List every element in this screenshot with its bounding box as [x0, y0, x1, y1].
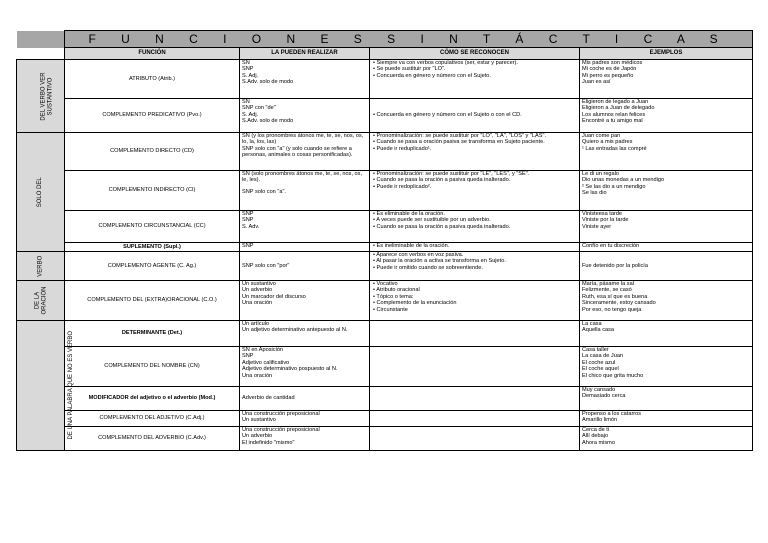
syntax-table-page — [16, 30, 752, 451]
table-row — [17, 171, 753, 211]
table-row — [17, 252, 753, 281]
cell-reconocen — [370, 347, 580, 387]
cell-realizan: SN en Aposición SNP Adjetivo calificativo Adjetivo determinativo pospuesto al N. Una oración — [240, 347, 370, 387]
table-row — [17, 60, 753, 99]
cell-funcion: COMPLEMENTO DEL ADVERBIO (C.Adv.) — [65, 427, 240, 451]
cell-realizan: SN SNP con "de" S. Adj. S.Adv. solo de modo — [240, 99, 370, 133]
table-row — [17, 211, 753, 243]
table-row — [17, 133, 753, 171]
cell-ejemplos: María, pásame la sal Felizmente, se casó Ruth, esa sí que es buena Sinceramente, estoy cansado Por eso, no tengo queja — [580, 281, 753, 321]
header-corner — [17, 48, 65, 60]
cell-ejemplos: La casa Aquella casa — [580, 321, 753, 347]
cell-realizan: SN (y los pronombres átonos me, te, se, nos, os, lo, la, los, las) SNP solo con "a" (y solo cuando se refiere a personas, animales o cosas personificadas). — [240, 133, 370, 171]
header-row — [17, 48, 753, 60]
group-label-palabra-no-verbo: DE UNA PALABRA QUE NO ES VERBO — [17, 321, 65, 451]
cell-funcion: ATRIBUTO (Atrib.) — [65, 60, 240, 99]
cell-ejemplos: Le di un regalo Dio unas monedas a un mendigo ² Se las dio a un mendigo Se las dio — [580, 171, 753, 211]
cell-realizan: Un sustantivo Un adverbio Un marcador del discurso Una oración — [240, 281, 370, 321]
cell-funcion: COMPLEMENTO DEL (EXTRA)ORACIONAL (C.O.) — [65, 281, 240, 321]
cell-realizan: Una construcción preposicional Un sustantivo — [240, 411, 370, 427]
group-label-oracion: DE LA ORACIÓN — [17, 281, 65, 321]
table-row — [17, 243, 753, 252]
table-row — [17, 411, 753, 427]
cell-reconocen: • Concuerda en género y número con el Sujeto o con el CD. — [370, 99, 580, 133]
header-reconocen: CÓMO SE RECONOCEN — [370, 48, 580, 60]
table-row — [17, 321, 753, 347]
cell-funcion: DETERMINANTE (Det.) — [65, 321, 240, 347]
cell-reconocen: • Es ineliminable de la oración. — [370, 243, 580, 252]
cell-funcion: COMPLEMENTO AGENTE (C. Ag.) — [65, 252, 240, 281]
group-label-verbo-sustantivo: DEL VERBO VER SUSTANTIVO — [17, 60, 65, 133]
cell-ejemplos: Fue detenido por la policía — [580, 252, 753, 281]
table-row — [17, 99, 753, 133]
group-label-solo-del: SOLO DEL — [17, 133, 65, 252]
cell-ejemplos: Muy cansado Demasiado cerca — [580, 387, 753, 411]
cell-reconocen — [370, 427, 580, 451]
cell-realizan: Adverbio de cantidad — [240, 387, 370, 411]
syntax-functions-table — [16, 30, 753, 451]
cell-funcion: COMPLEMENTO DEL NOMBRE (CN) — [65, 347, 240, 387]
cell-ejemplos: Mis padres son médicos Mi coche es de Japón Mi perro es pequeño Juan es así — [580, 60, 753, 99]
cell-reconocen — [370, 411, 580, 427]
cell-funcion: SUPLEMENTO (Supl.) — [65, 243, 240, 252]
cell-ejemplos: Confío en tu discreción — [580, 243, 753, 252]
header-realizan: LA PUEDEN REALIZAR — [240, 48, 370, 60]
cell-realizan: Una construcción preposicional Un adverbio El indefinido "mismo" — [240, 427, 370, 451]
header-funcion: FUNCIÓN — [65, 48, 240, 60]
cell-reconocen: • Vocativo • Atributo oracional • Tópico o tema: • Complemento de la enunciación • Circunstante — [370, 281, 580, 321]
page-title: F U N C I O N E S S I N T Á C T I C A S — [65, 31, 753, 48]
cell-ejemplos: Propenso a los catarros Amarillo limón — [580, 411, 753, 427]
title-row — [17, 31, 753, 48]
cell-reconocen: • Es eliminable de la oración. • A veces puede ser sustituible por un adverbio. • Cuando se pasa la oración a pasiva queda inalterado. — [370, 211, 580, 243]
cell-ejemplos: Juan come pan Quiero a mis padres ¹ Las entradas las compré — [580, 133, 753, 171]
table-row — [17, 387, 753, 411]
cell-funcion: COMPLEMENTO PREDICATIVO (Pvo.) — [65, 99, 240, 133]
cell-realizan: SN SNP S. Adj. S.Adv. solo de modo — [240, 60, 370, 99]
cell-realizan: SN (solo pronombres átonos me, te, se, nos, os, le, les). SNP solo con "a". — [240, 171, 370, 211]
cell-reconocen: • Aparece con verbos en voz pasiva. • Al pasar la oración a activa se transforma en Sujeto. • Puede ir omitido cuando se sobreentiende. — [370, 252, 580, 281]
cell-funcion: COMPLEMENTO CIRCUNSTANCIAL (CC) — [65, 211, 240, 243]
header-ejemplos: EJEMPLOS — [580, 48, 753, 60]
cell-reconocen — [370, 387, 580, 411]
cell-reconocen — [370, 321, 580, 347]
table-row — [17, 281, 753, 321]
cell-ejemplos: Vinisteesa tarde Viniste por la tarde Viniste ayer — [580, 211, 753, 243]
cell-realizan: SNP — [240, 243, 370, 252]
cell-ejemplos: Cerca de ti Allí debajo Ahora mismo — [580, 427, 753, 451]
cell-reconocen: • Pronominalización: se puede sustituir por "LE", "LES", y "SE". • Cuando se pasa la oración a pasiva queda inalterado. • Puede ir redoplicado². — [370, 171, 580, 211]
table-row — [17, 347, 753, 387]
cell-funcion: COMPLEMENTO DIRECTO (CD) — [65, 133, 240, 171]
title-corner — [17, 31, 65, 48]
cell-realizan: SNP solo con "por" — [240, 252, 370, 281]
cell-ejemplos: Eligieron de legado a Juan Eligieron a Juan de delegado Los alumnos relan felices Encontré a tu amigo mal — [580, 99, 753, 133]
cell-ejemplos: Casa taller La casa de Juan El coche azul El coche aquel El chico que grita mucho — [580, 347, 753, 387]
cell-funcion: COMPLEMENTO DEL ADJETIVO (C.Adj.) — [65, 411, 240, 427]
cell-reconocen: • Siempre va con verbos copulativos (ser, estar y parecer). • Se puede sustituir por "LO". • Concuerda en género y número con el Sujeto. — [370, 60, 580, 99]
group-label-verbo: VERBO — [17, 252, 65, 281]
cell-funcion: COMPLEMENTO INDIRECTO (CI) — [65, 171, 240, 211]
cell-reconocen: • Pronominalización: se puede sustituir por "LO", "LA", "LOS" y "LAS". • Cuando se pasa a oración pasiva se transforma en Sujeto paciente. • Puede ir reduplicado¹. — [370, 133, 580, 171]
cell-funcion: MODIFICADOR del adjetivo o el adverbio (Mod.) — [65, 387, 240, 411]
cell-realizan: Un artículo Un adjetivo determinativo antepuesto al N. — [240, 321, 370, 347]
table-row — [17, 427, 753, 451]
cell-realizan: SNP SNP S. Adv. — [240, 211, 370, 243]
